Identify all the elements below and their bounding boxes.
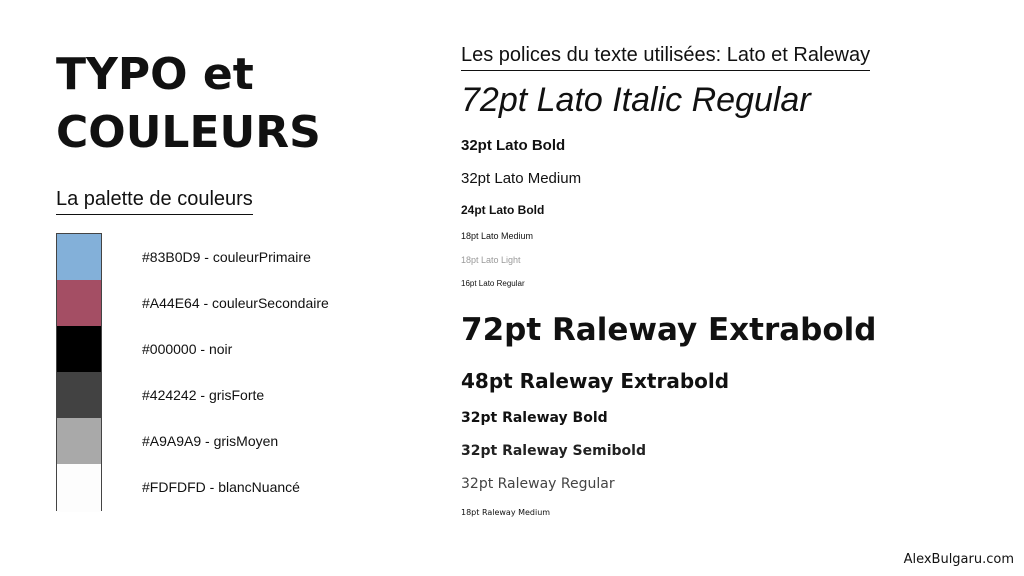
font-sample-raleway-bold-32: 32pt Raleway Bold [461, 410, 608, 426]
font-sample-lato-bold-24: 24pt Lato Bold [461, 203, 545, 217]
page-title-line-2: COULEURS [56, 107, 321, 158]
fonts-heading: Les polices du texte utilisées: Lato et Raleway [461, 42, 870, 71]
swatch-off-white [57, 464, 101, 512]
swatch-primary [57, 234, 101, 280]
font-sample-raleway-extrabold-72: 72pt Raleway Extrabold [461, 312, 877, 348]
color-swatch-column [56, 233, 102, 511]
swatch-label-secondary: #A44E64 - couleurSecondaire [142, 295, 329, 311]
font-sample-raleway-medium-18: 18pt Raleway Medium [461, 508, 551, 517]
swatch-black [57, 326, 101, 372]
font-sample-lato-italic-72: 72pt Lato Italic Regular [461, 81, 811, 119]
page-title-line-1: TYPO et [56, 49, 254, 100]
swatch-label-black: #000000 - noir [142, 341, 233, 357]
site-credit: AlexBulgaru.com [903, 552, 1014, 567]
font-sample-lato-light-18: 18pt Lato Light [461, 255, 521, 265]
font-sample-raleway-regular-32: 32pt Raleway Regular [461, 476, 615, 492]
font-sample-raleway-extrabold-48: 48pt Raleway Extrabold [461, 369, 730, 393]
swatch-medium-gray [57, 418, 101, 464]
font-sample-lato-regular-16: 16pt Lato Regular [461, 279, 525, 288]
font-sample-lato-medium-32: 32pt Lato Medium [461, 170, 582, 187]
swatch-label-dark-gray: #424242 - grisForte [142, 387, 265, 403]
palette-heading: La palette de couleurs [56, 186, 253, 215]
swatch-secondary [57, 280, 101, 326]
swatch-label-medium-gray: #A9A9A9 - grisMoyen [142, 433, 279, 449]
font-sample-lato-medium-18: 18pt Lato Medium [461, 231, 534, 241]
font-sample-lato-bold-32: 32pt Lato Bold [461, 137, 566, 154]
swatch-dark-gray [57, 372, 101, 418]
swatch-label-primary: #83B0D9 - couleurPrimaire [142, 249, 311, 265]
swatch-label-off-white: #FDFDFD - blancNuancé [142, 479, 300, 495]
page-title [56, 46, 321, 162]
font-sample-raleway-semibold-32: 32pt Raleway Semibold [461, 443, 646, 459]
